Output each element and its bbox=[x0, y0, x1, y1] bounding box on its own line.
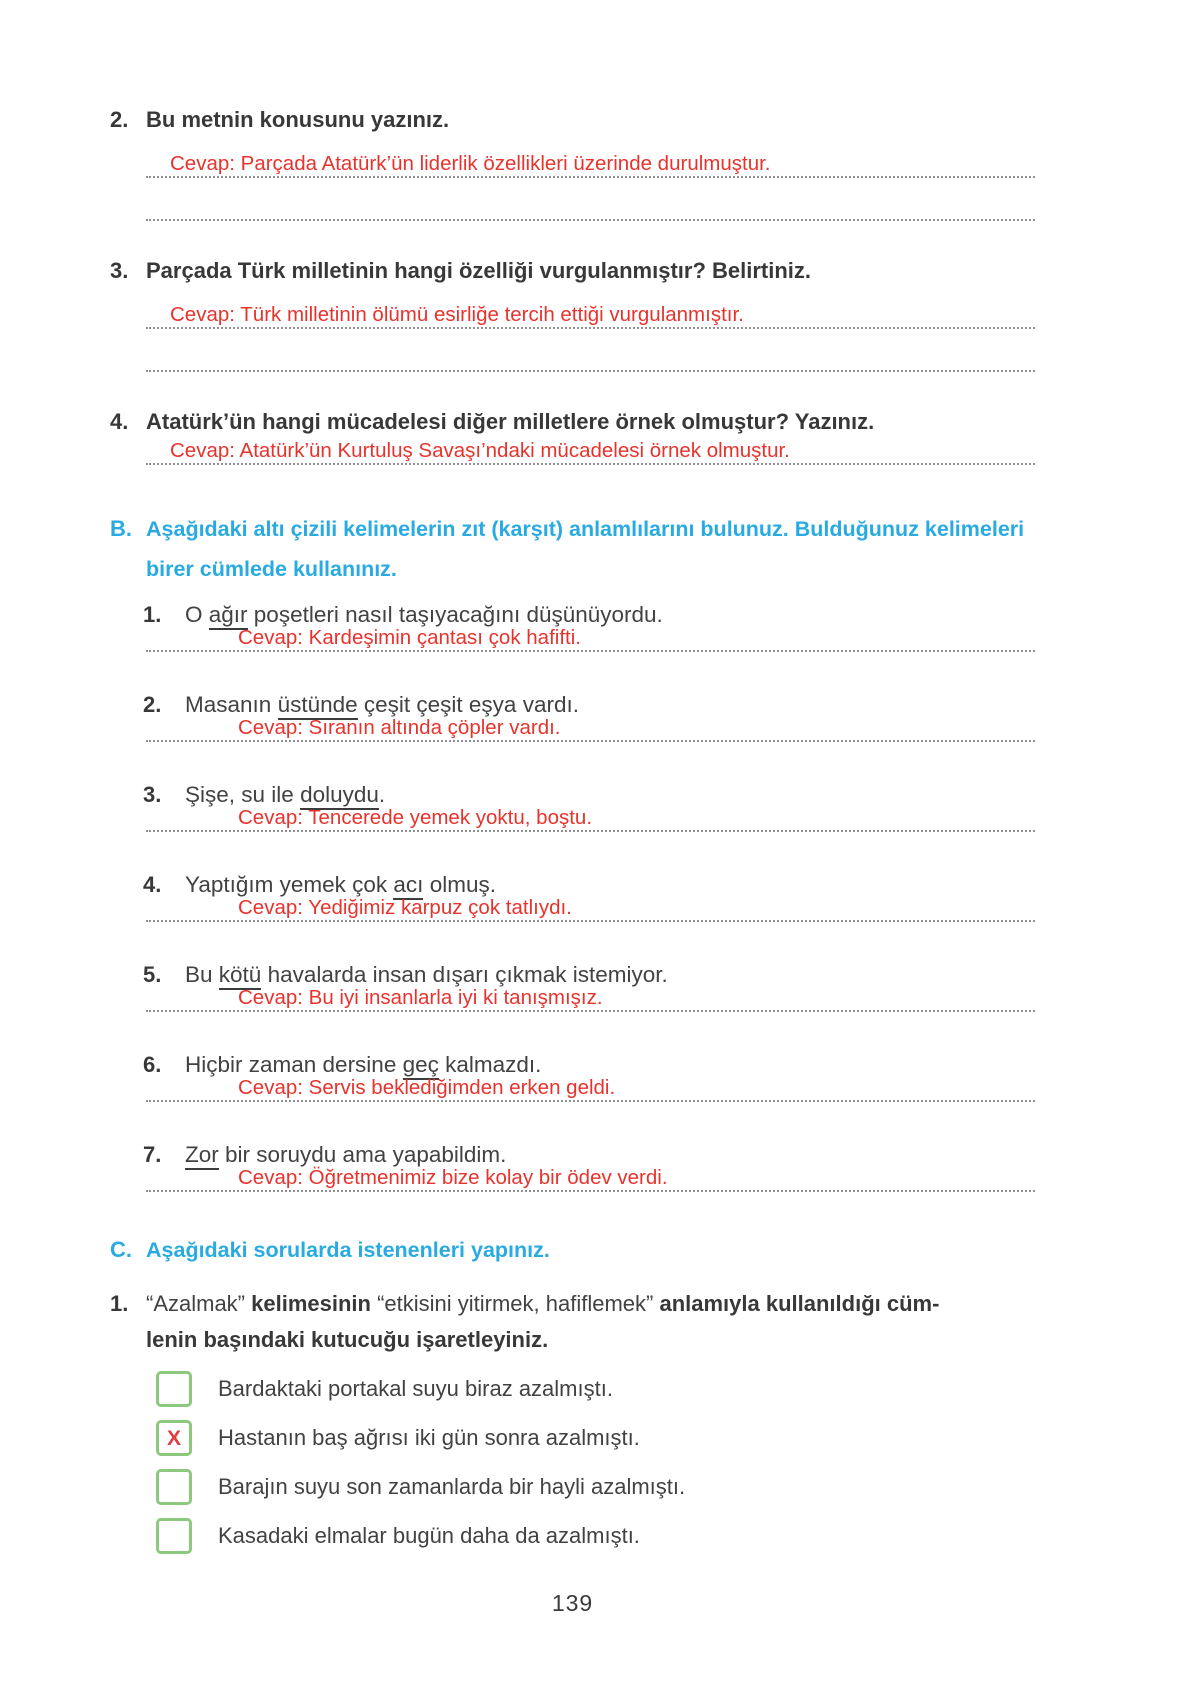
page-content bbox=[110, 106, 1035, 1617]
item-sentence bbox=[185, 781, 385, 809]
antonym-item bbox=[143, 961, 1035, 1012]
page-number: 139 bbox=[551, 1590, 594, 1616]
checkbox-row bbox=[156, 1469, 1035, 1505]
section-b-header bbox=[110, 509, 1035, 589]
checkbox-x-mark: X bbox=[166, 1426, 181, 1450]
checkbox[interactable] bbox=[156, 1420, 192, 1456]
question-title: Bu metnin konusunu yazınız. bbox=[146, 107, 450, 132]
sentence-post: olmuş. bbox=[423, 872, 496, 897]
item-number: 5. bbox=[143, 962, 162, 987]
sentence-pre: O bbox=[185, 602, 209, 627]
item-number: 2. bbox=[143, 692, 162, 717]
instruction-line-2: lenin başındaki kutucuğu işaretleyiniz. bbox=[146, 1327, 549, 1352]
answer-text: Cevap: Bu iyi insanlarla iyi ki tanışmışız. bbox=[238, 986, 603, 1009]
underlined-word: Zor bbox=[185, 1142, 219, 1170]
sentence-pre: Masanın bbox=[185, 692, 278, 717]
checkbox-row bbox=[156, 1371, 1035, 1407]
answer-text: Cevap: Öğretmenimiz bize kolay bir ödev verdi. bbox=[238, 1166, 668, 1189]
question-row bbox=[110, 408, 1035, 436]
question-block bbox=[110, 257, 1035, 372]
question-number: 1. bbox=[110, 1291, 129, 1316]
checkbox-row bbox=[156, 1518, 1035, 1554]
item-sentence bbox=[185, 871, 496, 899]
answer-text: Cevap: Tencerede yemek yoktu, boştu. bbox=[238, 806, 593, 829]
answer-blank-line bbox=[146, 436, 1035, 465]
antonym-item bbox=[143, 1051, 1035, 1102]
antonym-item bbox=[143, 601, 1035, 652]
sentence-post: poşetleri nasıl taşıyacağını düşünüyordu. bbox=[247, 602, 663, 627]
sentence-row bbox=[143, 781, 1035, 809]
answer-text: Cevap: Atatürk’ün Kurtuluş Savaşı’ndaki mücadelesi örnek olmuştur. bbox=[170, 439, 790, 462]
item-sentence bbox=[185, 691, 579, 719]
sentence-row bbox=[143, 601, 1035, 629]
question-row bbox=[110, 257, 1035, 285]
underlined-word: geç bbox=[403, 1052, 439, 1080]
sentence-row bbox=[143, 1141, 1035, 1169]
item-number: 4. bbox=[143, 872, 162, 897]
checkbox[interactable] bbox=[156, 1469, 192, 1505]
instruction-segment: kelimesinin bbox=[251, 1291, 378, 1316]
answer-blank-line bbox=[146, 1166, 1035, 1192]
sentence-row bbox=[143, 1051, 1035, 1079]
checkbox-options bbox=[156, 1371, 1035, 1554]
answer-text: Cevap: Kardeşimin çantası çok hafifti. bbox=[238, 626, 581, 649]
section-c-title: Aşağıdaki sorularda istenenleri yapınız. bbox=[146, 1238, 550, 1262]
checkbox-label: Barajın suyu son zamanlarda bir hayli azalmıştı. bbox=[218, 1474, 686, 1499]
section-b-title: Aşağıdaki altı çizili kelimelerin zıt (karşıt) anlamlılarını bulunuz. Bulduğunuz kelimeleri birer cümlede kullanınız. bbox=[146, 517, 1025, 581]
sentence-post: kalmazdı. bbox=[438, 1052, 542, 1077]
antonym-item bbox=[143, 781, 1035, 832]
instruction-segment: “Azalmak” bbox=[146, 1291, 252, 1316]
sentence-post: havalarda insan dışarı çıkmak istemiyor. bbox=[261, 962, 668, 987]
item-number: 1. bbox=[143, 602, 162, 627]
item-sentence bbox=[185, 961, 668, 989]
empty-answer-line bbox=[146, 370, 1035, 372]
instruction-segment: “etkisini yitirmek, hafiflemek” bbox=[377, 1291, 660, 1316]
section-c-question bbox=[110, 1286, 1035, 1358]
sentence-pre: Hiçbir zaman dersine bbox=[185, 1052, 403, 1077]
answer-blank-line bbox=[146, 1076, 1035, 1102]
underlined-word: kötü bbox=[219, 962, 262, 990]
question-title: Atatürk’ün hangi mücadelesi diğer milletlere örnek olmuştur? Yazınız. bbox=[146, 409, 875, 434]
item-sentence bbox=[185, 1051, 541, 1079]
questions-section bbox=[110, 106, 1035, 465]
answer-blank-line bbox=[146, 896, 1035, 922]
instruction-line-1 bbox=[146, 1291, 939, 1316]
answer-text: Cevap: Servis beklediğimden erken geldi. bbox=[238, 1076, 616, 1099]
underlined-word: ağır bbox=[209, 602, 248, 630]
answer-text: Cevap: Yediğimiz karpuz çok tatlıydı. bbox=[238, 896, 572, 919]
sentence-post: bir soruydu ama yapabildim. bbox=[218, 1142, 507, 1167]
question-number: 4. bbox=[110, 409, 129, 434]
question-row bbox=[110, 106, 1035, 134]
underlined-word: doluydu bbox=[300, 782, 379, 810]
question-instruction bbox=[146, 1286, 1035, 1358]
checkbox-label: Hastanın baş ağrısı iki gün sonra azalmıştı. bbox=[218, 1425, 640, 1450]
section-c-letter: C. bbox=[110, 1237, 132, 1262]
section-c-header bbox=[110, 1236, 1035, 1264]
checkbox-label: Kasadaki elmalar bugün daha da azalmıştı. bbox=[218, 1523, 640, 1548]
question-number: 2. bbox=[110, 107, 129, 132]
answer-text: Cevap: Türk milletinin ölümü esirliğe tercih ettiği vurgulanmıştır. bbox=[170, 303, 744, 326]
section-b-letter: B. bbox=[110, 516, 132, 541]
empty-answer-line bbox=[146, 219, 1035, 221]
answer-blank-line bbox=[146, 626, 1035, 652]
answer-blank-line bbox=[146, 806, 1035, 832]
antonym-item bbox=[143, 691, 1035, 742]
answer-blank-line bbox=[146, 716, 1035, 742]
answer-blank-line bbox=[146, 986, 1035, 1012]
question-number: 3. bbox=[110, 258, 129, 283]
antonym-item bbox=[143, 1141, 1035, 1192]
checkbox[interactable] bbox=[156, 1518, 192, 1554]
sentence-row bbox=[143, 961, 1035, 989]
sentence-row bbox=[143, 691, 1035, 719]
item-number: 6. bbox=[143, 1052, 162, 1077]
question-block bbox=[110, 408, 1035, 465]
section-b-items bbox=[110, 601, 1035, 1192]
item-number: 3. bbox=[143, 782, 162, 807]
answer-text: Cevap: Parçada Atatürk’ün liderlik özellikleri üzerinde durulmuştur. bbox=[170, 152, 771, 175]
instruction-segment: anlamıyla kullanıldığı cüm- bbox=[659, 1291, 940, 1316]
answer-blank-line bbox=[146, 285, 1035, 329]
antonym-item bbox=[143, 871, 1035, 922]
sentence-post: . bbox=[378, 782, 386, 807]
answer-blank-line bbox=[146, 134, 1035, 178]
item-sentence bbox=[185, 1141, 506, 1169]
item-number: 7. bbox=[143, 1142, 162, 1167]
sentence-row bbox=[143, 871, 1035, 899]
checkbox-label: Bardaktaki portakal suyu biraz azalmıştı. bbox=[218, 1376, 613, 1401]
sentence-pre: Şişe, su ile bbox=[185, 782, 301, 807]
checkbox-row bbox=[156, 1420, 1035, 1456]
checkbox[interactable] bbox=[156, 1371, 192, 1407]
sentence-post: çeşit çeşit eşya vardı. bbox=[357, 692, 579, 717]
item-sentence bbox=[185, 601, 663, 629]
underlined-word: üstünde bbox=[278, 692, 358, 720]
underlined-word: acı bbox=[393, 872, 423, 900]
sentence-pre: Yaptığım yemek çok bbox=[185, 872, 394, 897]
question-block bbox=[110, 106, 1035, 221]
answer-text: Cevap: Sıranın altında çöpler vardı. bbox=[238, 716, 561, 739]
question-title: Parçada Türk milletinin hangi özelliği vurgulanmıştır? Belirtiniz. bbox=[146, 258, 812, 283]
sentence-pre: Bu bbox=[185, 962, 219, 987]
